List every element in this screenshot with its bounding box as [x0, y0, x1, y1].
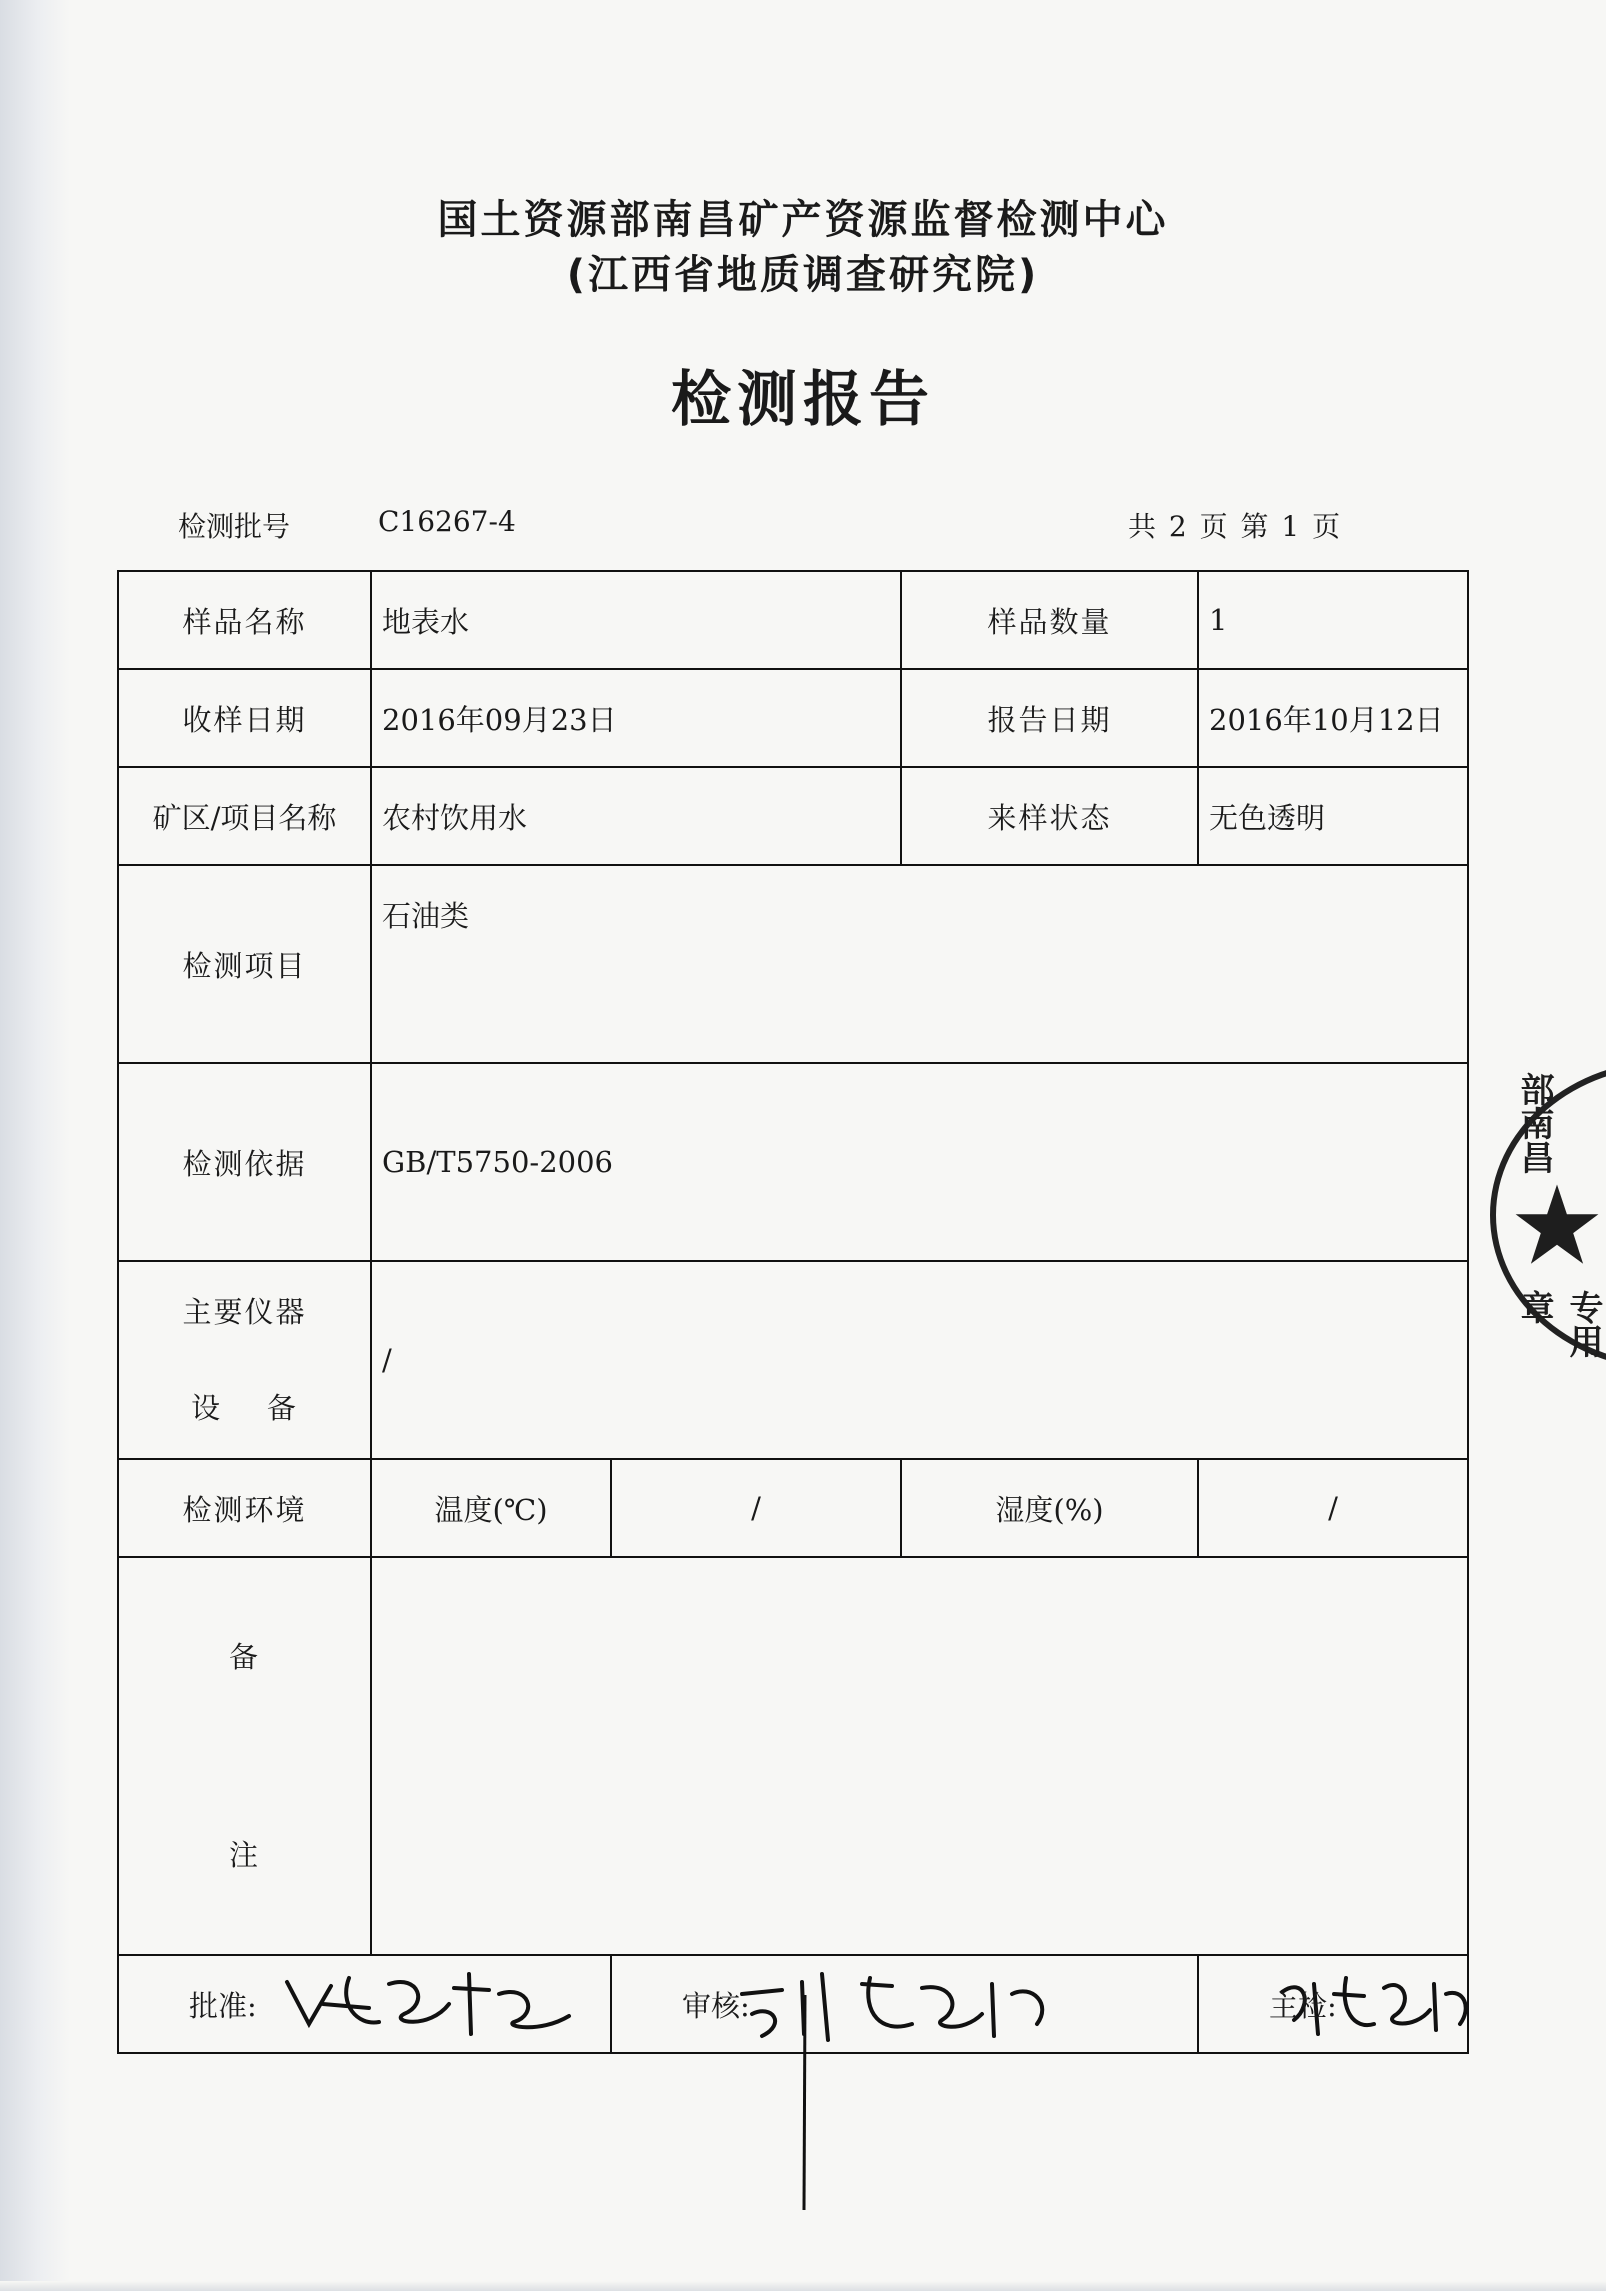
approver-signature: [279, 1964, 579, 2044]
page-info: 共 2 页 第 1 页: [1128, 510, 1343, 543]
page-edge-shadow: [0, 0, 70, 2291]
receive-date-value: 2016年09月23日: [371, 669, 901, 767]
remarks-value: [371, 1557, 1468, 1955]
temperature-label: 温度(℃): [371, 1459, 611, 1557]
approver-cell: [118, 1955, 611, 2053]
report-title: 检测报告: [671, 365, 935, 435]
inspector-cell: [1198, 1955, 1468, 2053]
remarks-label-line-1: 备: [228, 1640, 260, 1674]
signature-row: [118, 1955, 1468, 2053]
sample-quantity-label: 样品数量: [901, 571, 1198, 669]
reviewer-signature: [732, 1964, 1062, 2044]
table-row: [118, 669, 1468, 767]
table-row: [118, 767, 1468, 865]
receive-date-label: 收样日期: [118, 669, 371, 767]
batch-number-value: C16267-4: [378, 505, 516, 538]
test-basis-label: 检测依据: [118, 1063, 371, 1261]
official-seal: [1490, 1060, 1606, 1370]
report-date-value: 2016年10月12日: [1198, 669, 1468, 767]
environment-label: 检测环境: [118, 1459, 371, 1557]
test-item-value: 石油类: [371, 865, 1468, 1063]
sample-name-value: 地表水: [371, 571, 901, 669]
sample-quantity-value: 1: [1198, 571, 1468, 669]
humidity-label: 湿度(%): [901, 1459, 1198, 1557]
report-date-label: 报告日期: [901, 669, 1198, 767]
project-name-value: 农村饮用水: [371, 767, 901, 865]
reviewer-label: 审核:: [682, 1988, 750, 2023]
table-row: [118, 1261, 1468, 1459]
organization-name: 国土资源部南昌矿产资源监督检测中心: [437, 197, 1169, 243]
reviewer-cell: [611, 1955, 1198, 2053]
seal-text-bottom: 专用章: [1514, 1290, 1603, 1358]
table-row: [118, 865, 1468, 1063]
humidity-value: /: [1198, 1459, 1468, 1557]
page-edge-bottom: [0, 2281, 1606, 2291]
equipment-label-line-1: 主要仪器: [182, 1295, 307, 1329]
sample-state-value: 无色透明: [1198, 767, 1468, 865]
equipment-value: /: [371, 1261, 1468, 1459]
table-row: [118, 571, 1468, 669]
table-row: [118, 1459, 1468, 1557]
batch-number-label: 检测批号: [178, 510, 291, 543]
test-basis-value: GB/T5750-2006: [371, 1063, 1468, 1261]
remarks-label-line-2: 注: [228, 1838, 260, 1872]
project-name-label: 矿区/项目名称: [118, 767, 371, 865]
remarks-label: [118, 1557, 371, 1955]
table-row: [118, 1063, 1468, 1261]
equipment-label-line-2: 设 备: [191, 1391, 298, 1425]
equipment-label: [118, 1261, 371, 1459]
pen-stroke: [800, 1995, 810, 2215]
table-row: [118, 1557, 1468, 1955]
temperature-value: /: [611, 1459, 901, 1557]
organization-subtitle: (江西省地质调查研究院): [566, 252, 1040, 298]
report-table: [117, 570, 1469, 2054]
seal-star-icon: [1512, 1180, 1602, 1270]
seal-text-top: 部南昌: [1514, 1072, 1554, 1174]
approver-label: 批准:: [189, 1988, 257, 2023]
sample-name-label: 样品名称: [118, 571, 371, 669]
sample-state-label: 来样状态: [901, 767, 1198, 865]
inspector-label: 主检:: [1269, 1988, 1337, 2023]
test-item-label: 检测项目: [118, 865, 371, 1063]
